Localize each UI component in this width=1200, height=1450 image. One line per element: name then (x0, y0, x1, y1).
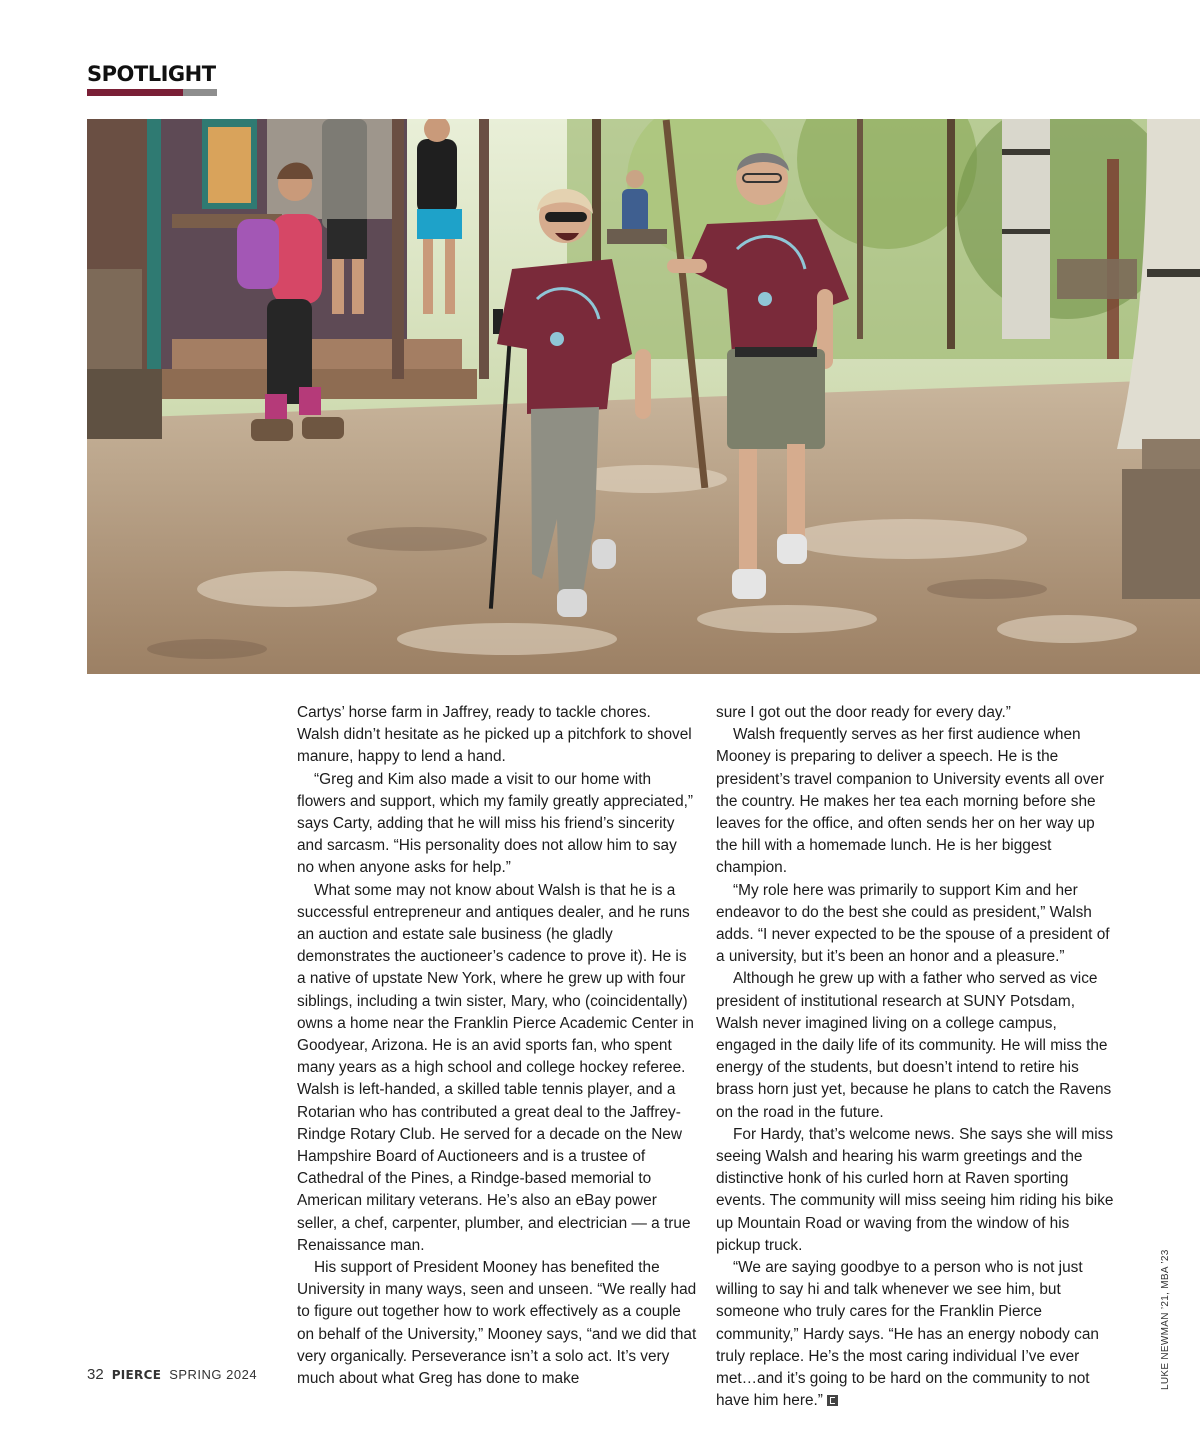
article-paragraph: For Hardy, that’s welcome news. She says she will miss seeing Walsh and hearing his warm greetings and the distinctive honk of his curled horn at Raven sporting events. The community will miss seeing him riding his bike up Mountain Road or waving from the window of his pickup truck. (716, 1125, 1114, 1254)
article-paragraph: “My role here was primarily to support Kim and her endeavor to do the best she could as president,” Walsh adds. “I never expected to be the spouse of a president of a university, but it’s been an honor and a pleasure.” (716, 881, 1110, 966)
issue-label: SPRING 2024 (169, 1367, 258, 1382)
end-of-story-icon (827, 1395, 838, 1406)
article-paragraph: sure I got out the door ready for every day.” (716, 704, 1011, 721)
hero-photo (87, 119, 1200, 674)
section-rule (87, 89, 217, 96)
article-paragraph: Although he grew up with a father who served as vice president of institutional research at SUNY Potsdam, Walsh never imagined living on a college campus, engaged in the daily life of its community. He will miss the energy of the students, but doesn’t intend to retire his brass horn just yet, because he plans to catch the Ravens on the road in the future. (716, 970, 1112, 1121)
article-paragraph: Walsh frequently serves as her first audience when Mooney is preparing to deliver a speech. He is the president’s travel companion to University events all over the country. He makes her tea each morning before she leaves for the office, and often sends her on her way up the hill with a homemade lunch. He is her biggest champion. (716, 726, 1105, 877)
article-paragraph: Cartys’ horse farm in Jaffrey, ready to tackle chores. Walsh didn’t hesitate as he picked up a pitchfork to shovel manure, happy to lend a hand. (297, 704, 692, 766)
section-rule-maroon (87, 89, 183, 96)
section-label: SPOTLIGHT (87, 62, 216, 86)
section-rule-grey (183, 89, 217, 96)
article-paragraph-text: “We are saying goodbye to a person who is not just willing to say hi and talk whenever we see him, but someone who truly cares for the Franklin Pierce community,” Hardy says. “He has an energy nobody can truly replace. He’s the most caring individual I’ve ever met…and it’s going to be hard on the community to not have him here.” (716, 1259, 1099, 1410)
magazine-brand: PIERCE (111, 1368, 162, 1382)
article-paragraph-final (716, 1257, 1116, 1412)
article-paragraph: His support of President Mooney has benefited the University in many ways, seen and unseen. “We really had to figure out together how to work effectively as a couple on behalf of the University,” Mooney says, “and we did that very organically. Perseverance isn’t a solo act. It’s very much about what Greg has done to make (297, 1259, 697, 1388)
article-paragraph: What some may not know about Walsh is that he is a successful entrepreneur and antiques dealer, and he runs an auction and estate sale business (he gladly demonstrates the auctioneer’s cadence to prove it). He is a native of upstate New York, where he grew up with four siblings, including a twin sister, Mary, who (coincidentally) owns a home near the Franklin Pierce Academic Center in Goodyear, Arizona. He is an avid sports fan, who spent many years as a high school and college hockey referee. Walsh is left-handed, a skilled table tennis player, and a Rotarian who has contributed a great deal to the Jaffrey-Rindge Rotary Club. He served for a decade on the New Hampshire Board of Auctioneers and is a trustee of Cathedral of the Pines, a Rindge-based memorial to American military veterans. He’s also an eBay power seller, a chef, carpenter, plumber, and electrician — a true Renaissance man. (297, 881, 694, 1254)
article-column-right (716, 702, 1116, 1413)
page-number: 32 (87, 1366, 104, 1383)
page-footer (87, 1366, 257, 1383)
article-paragraph: “Greg and Kim also made a visit to our home with flowers and support, which my family greatly appreciated,” says Carty, adding that he will miss his friend’s sincerity and sarcasm. “His personality does not allow him to say no when anyone asks for help.” (297, 770, 694, 877)
photo-hikers-trail-icon (87, 119, 1200, 674)
article-column-left (297, 702, 697, 1390)
photo-credit: LUKE NEWMAN ’21, MBA ’23 (1160, 1249, 1171, 1390)
